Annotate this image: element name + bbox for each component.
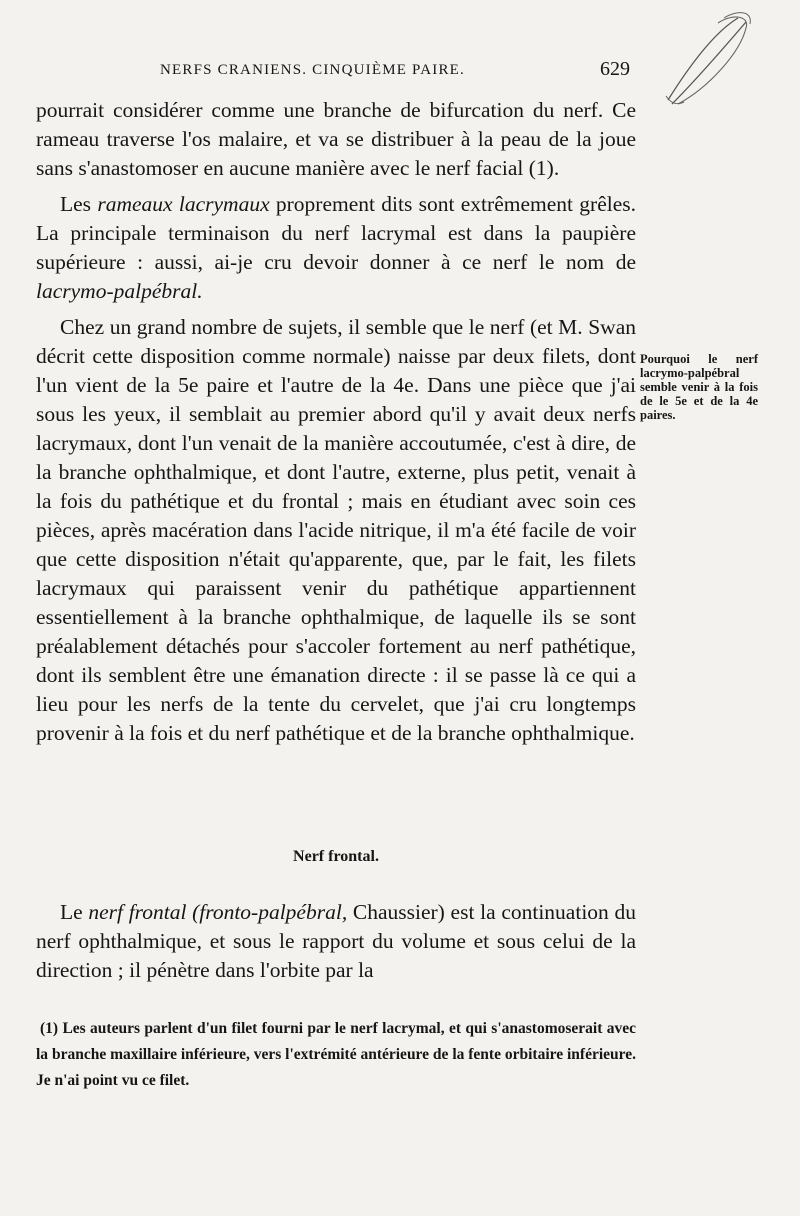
running-title: NERFS CRANIENS. CINQUIÈME PAIRE. [160, 62, 465, 78]
marginal-note: Pourquoi le nerf lacrymo-palpébral semble venir à la fois de le 5e et de la 4e paires. [640, 352, 758, 422]
page-number: 629 [600, 58, 630, 80]
frontal-lead: Le [60, 900, 89, 924]
paragraph-continuation: pourrait considérer comme une branche de bifurcation du nerf. Ce rameau traverse l'os malaire, et va se distribuer à la peau de la joue sans s'anastomoser en aucune manière avec le nerf facial (1). [36, 98, 636, 180]
frontal-italic: nerf frontal (fronto-palpébral, [88, 900, 348, 924]
main-text [36, 96, 636, 748]
frontal-rest: Chaussier) est la continuation du nerf ophthalmique, et sous le rapport du volume et sous celui de la direction ; il pénètre dans l'orbite par la [36, 900, 636, 982]
footnote-text: (1) Les auteurs parlent d'un filet fourni par le nerf lacrymal, et qui s'anastomoserait avec la branche maxillaire inférieure, vers l'extrémité antérieure de la fente orbitaire inférieure. Je n'ai point vu ce filet. [36, 1020, 636, 1089]
paragraph-rameaux-lacrymaux [36, 190, 636, 306]
p2-italic-term: rameaux lacrymaux [97, 192, 270, 216]
paragraph-sujets: Chez un grand nombre de sujets, il semble que le nerf (et M. Swan décrit cette disposition comme normale) naisse par deux filets, dont l'un vient de la 5e paire et l'autre de la 4e. Dans une pièce que j'ai sous les yeux, il semblait au premier abord qu'il y avait deux nerfs lacrymaux, dont l'un venait de la manière accoutumée, c'est à dire, de la branche ophthalmique, et dont l'autre, externe, plus petit, venait à la fois du pathétique et du frontal ; mais en étudiant avec soin ces pièces, après macération dans l'acide nitrique, il m'a été facile de voir que cette disposition n'était qu'apparente, que, par le fait, les filets lacrymaux qui paraissent venir du pathétique appartiennent essentiellement à la branche ophthalmique, de laquelle ils se sont préalablement détachés pour s'accoler fortement au nerf pathétique, dont ils semblent être une émanation directe : il se passe là ce qui a lieu pour les nerfs de la tente du cervelet, que j'ai cru longtemps provenir à la fois et du nerf pathétique et de la branche ophthalmique. [36, 315, 636, 745]
p2-middle: proprement dits sont extrêmement grêles. La principale terminaison du nerf lacrymal est dans la paupière supérieure : aussi, ai-je cru devoir donner à ce nerf le nom de [36, 192, 636, 274]
paragraph-nerf-frontal [36, 898, 636, 985]
p2-italic-name: lacrymo-palpébral. [36, 279, 203, 303]
pencil-sketch-mark [658, 8, 754, 108]
footnote [36, 1016, 636, 1094]
p2-lead: Les [60, 192, 98, 216]
section-heading: Nerf frontal. [293, 848, 379, 865]
